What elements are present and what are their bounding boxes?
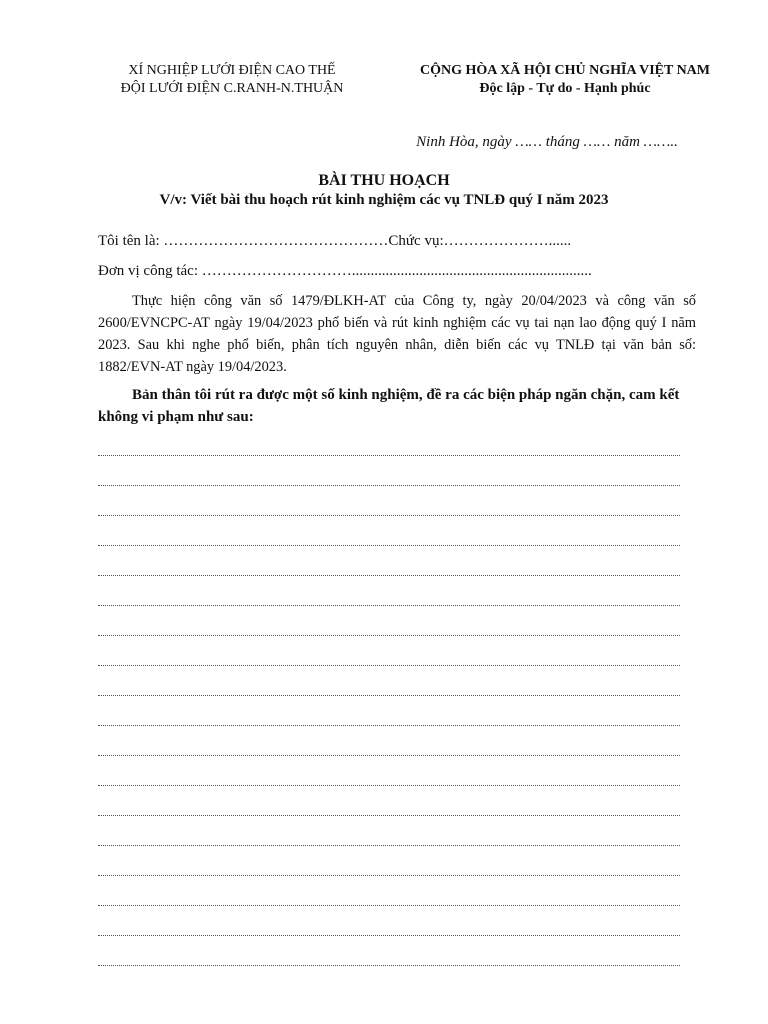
document-subtitle: V/v: Viết bài thu hoạch rút kinh nghiệm các vụ TNLĐ quý I năm 2023 [159,192,609,208]
answer-line[interactable] [98,462,680,492]
name-position-field[interactable]: Tôi tên là: ………………………………………Chức vụ:…………………...... [98,233,572,249]
company-name: XÍ NGHIỆP LƯỚI ĐIỆN CAO THẾ [128,63,336,78]
answer-line[interactable] [98,432,680,462]
team-name: ĐỘI LƯỚI ĐIỆN C.RANH-N.THUẬN [120,81,344,96]
answer-line[interactable] [98,672,680,702]
answer-line[interactable] [98,732,680,762]
answer-line[interactable] [98,492,680,522]
answer-line[interactable] [98,642,680,672]
date-line: Ninh Hòa, ngày …… tháng …… năm …….. [416,134,678,150]
answer-line[interactable] [98,942,680,972]
answer-line[interactable] [98,702,680,732]
answer-line[interactable] [98,882,680,912]
answer-area[interactable] [98,432,680,972]
answer-line[interactable] [98,552,680,582]
document-title: BÀI THU HOẠCH [318,172,450,189]
answer-line[interactable] [98,822,680,852]
answer-line[interactable] [98,852,680,882]
intro-paragraph: Thực hiện công văn số 1479/ĐLKH-AT của Công ty, ngày 20/04/2023 và công văn số 2600/EVNCPC-AT ngày 19/04/2023 phổ biến và rút kinh nghiệm các vụ tai nạn lao động quý I năm 2023. Sau khi nghe phổ biến, phân tích nguyên nhân, diễn biến các vụ TNLĐ tại văn bản số: 1882/EVN-AT ngày 19/04/2023. [98,293,696,375]
national-title: CỘNG HÒA XÃ HỘI CHỦ NGHĨA VIỆT NAM [419,63,710,78]
answer-line[interactable] [98,612,680,642]
answer-line[interactable] [98,582,680,612]
work-unit-field[interactable]: Đơn vị công tác: …………………………................................................................ [98,263,592,279]
answer-line[interactable] [98,522,680,552]
answer-line[interactable] [98,912,680,942]
commitment-paragraph: Bản thân tôi rút ra được một số kinh nghiệm, đề ra các biện pháp ngăn chặn, cam kết không vi phạm như sau: [98,387,680,425]
answer-line[interactable] [98,792,680,822]
national-motto: Độc lập - Tự do - Hạnh phúc [479,81,651,96]
answer-line[interactable] [98,762,680,792]
